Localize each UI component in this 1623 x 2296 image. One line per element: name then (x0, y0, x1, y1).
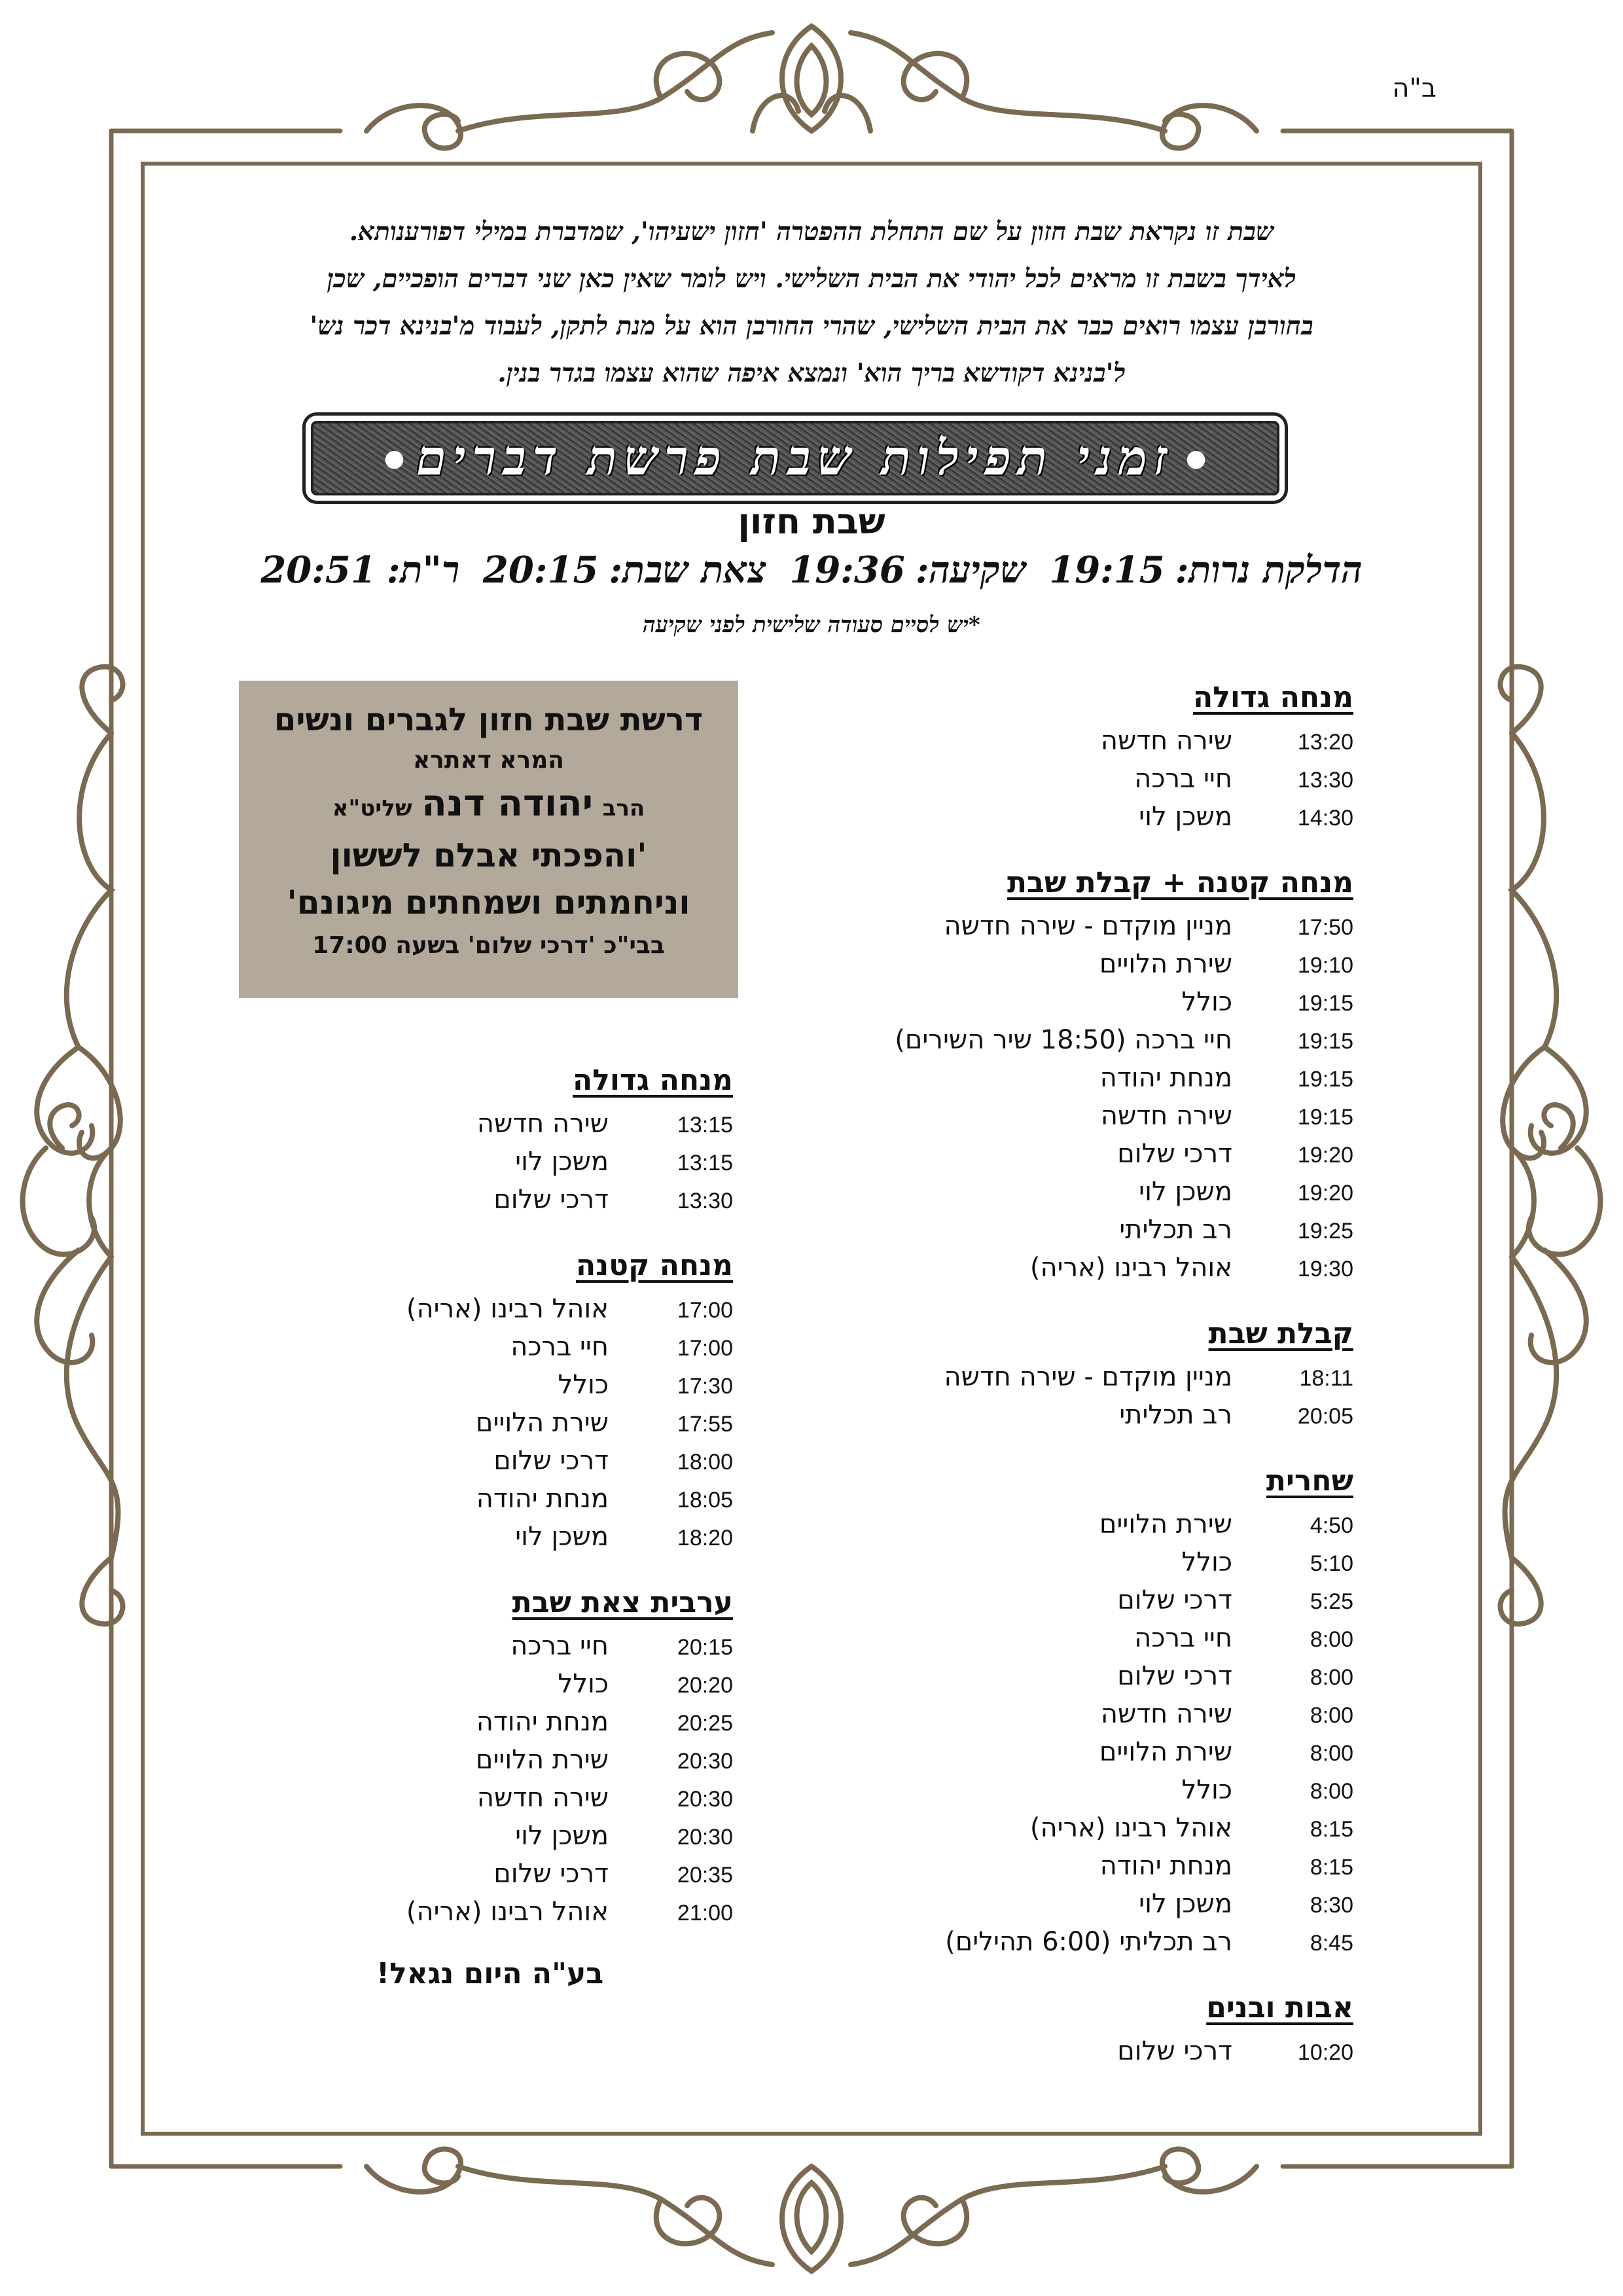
prayer-time: 8:15 (1310, 1855, 1353, 1880)
prayer-time: 17:00 (677, 1336, 733, 1361)
synagogue-name: חיי ברכה (510, 1332, 609, 1362)
prayer-time: 19:15 (1297, 991, 1353, 1016)
synagogue-name: רב תכליתי (1119, 1400, 1232, 1430)
synagogue-name: דרכי שלום (1117, 1585, 1232, 1615)
section-title: מנחה קטנה (575, 1249, 733, 1282)
shabbat-title: שבת חזון (738, 501, 885, 542)
synagogue-name: שירה חדשה (1100, 1101, 1232, 1131)
schedule-row (908, 1362, 1353, 1400)
schedule-row (340, 1859, 733, 1897)
synagogue-name: כולל (1181, 1775, 1232, 1805)
lecture-quote-line1: 'והפכתי אבלם לששון (330, 836, 647, 874)
schedule-row (340, 1484, 733, 1522)
synagogue-name: רב תכליתי (1119, 1215, 1232, 1245)
schedule-row (340, 1332, 733, 1370)
lecture-speaker-suffix: שליט"א (332, 795, 412, 821)
synagogue-name: משכן לוי (1139, 1177, 1232, 1207)
synagogue-name: שירה חדשה (476, 1783, 609, 1813)
schedule-row (340, 1707, 733, 1745)
synagogue-name: חיי ברכה (1134, 1623, 1232, 1653)
synagogue-name: חיי ברכה (18:50 שיר השירים) (895, 1025, 1232, 1055)
lecture-speaker-name: יהודה דנה (421, 782, 594, 825)
schedule-row (908, 1737, 1353, 1775)
prayer-time: 17:50 (1297, 915, 1353, 940)
prayer-time: 19:15 (1297, 1029, 1353, 1054)
sunset-label: שקיעה: (915, 548, 1026, 592)
synagogue-name: שירת הלויים (1099, 949, 1232, 979)
bh-mark: ב"ה (1392, 73, 1436, 103)
prayer-time: 18:00 (677, 1450, 733, 1475)
synagogue-name: דרכי שלום (493, 1859, 609, 1889)
schedule-row (340, 1821, 733, 1859)
prayer-time: 13:30 (1297, 768, 1353, 793)
shabbat-times (0, 548, 1623, 592)
lecture-location: בבי"כ 'דרכי שלום' בשעה 17:00 (312, 932, 665, 959)
synagogue-name: כולל (1181, 1547, 1232, 1577)
synagogue-name: מניין מוקדם - שירה חדשה (944, 911, 1232, 941)
intro-line: ל'בנינא דקודשא בריך הוא' ונמצא איפה שהוא עצמו בגדר בנין. (497, 358, 1126, 388)
schedule-row (908, 726, 1353, 764)
schedule-row (908, 1927, 1353, 1965)
end-label: צאת שבת: (609, 548, 766, 592)
friday-saturday-schedule-column (895, 681, 1353, 2100)
prayer-time: 20:30 (677, 1825, 733, 1850)
prayer-time: 20:05 (1297, 1404, 1353, 1429)
prayer-time: 18:05 (677, 1488, 733, 1513)
prayer-section (340, 1064, 733, 1223)
prayer-time: 19:10 (1297, 953, 1353, 978)
lecture-box (239, 681, 738, 998)
prayer-time: 19:15 (1297, 1067, 1353, 1092)
prayer-section (908, 681, 1353, 840)
candles-time: 19:15 (1049, 548, 1165, 592)
lecture-role: המרא דאתרא (412, 747, 565, 774)
schedule-row (340, 1745, 733, 1783)
prayer-section (340, 1249, 733, 1560)
schedule-row (908, 911, 1353, 949)
title-banner (302, 412, 1288, 504)
synagogue-name: כולל (558, 1370, 609, 1400)
rt-time: 20:51 (260, 548, 376, 592)
prayer-time: 20:30 (677, 1749, 733, 1774)
prayer-time: 19:30 (1297, 1257, 1353, 1282)
schedule-row (340, 1446, 733, 1484)
synagogue-name: אוהל רבינו (אריה) (1029, 1253, 1232, 1283)
prayer-time: 20:35 (677, 1863, 733, 1888)
synagogue-name: אוהל רבינו (אריה) (1029, 1813, 1232, 1843)
schedule-row (908, 1699, 1353, 1737)
schedule-row (908, 1400, 1353, 1438)
synagogue-name: משכן לוי (515, 1522, 609, 1552)
prayer-time: 19:20 (1297, 1181, 1353, 1206)
end-time: 20:15 (482, 548, 599, 592)
intro-line: לאידך בשבת זו מראים לכל יהודי את הבית השלישי. ויש לומר שאין כאן שני דברים הופכיים, שכן (327, 264, 1296, 294)
synagogue-name: חיי ברכה (1134, 764, 1232, 794)
synagogue-name: משכן לוי (515, 1821, 609, 1851)
schedule-row (908, 1139, 1353, 1177)
prayer-section (895, 866, 1353, 1291)
prayer-time: 19:20 (1297, 1143, 1353, 1168)
prayer-time: 19:15 (1297, 1105, 1353, 1130)
synagogue-name: דרכי שלום (1117, 1139, 1232, 1169)
synagogue-name: כולל (558, 1669, 609, 1699)
prayer-time: 17:00 (677, 1298, 733, 1323)
synagogue-name: חיי ברכה (510, 1631, 609, 1661)
prayer-time: 17:55 (677, 1412, 733, 1437)
intro-paragraph (216, 208, 1407, 397)
prayer-time: 8:00 (1310, 1703, 1353, 1728)
schedule-row (908, 987, 1353, 1025)
schedule-row (908, 1547, 1353, 1585)
prayer-time: 8:00 (1310, 1779, 1353, 1804)
prayer-time: 8:00 (1310, 1665, 1353, 1690)
banner-dot-icon: ● (1185, 444, 1207, 472)
schedule-row (895, 1025, 1353, 1063)
synagogue-name: משכן לוי (1139, 802, 1232, 832)
synagogue-name: שירת הלויים (1099, 1737, 1232, 1767)
prayer-time: 18:11 (1299, 1366, 1353, 1391)
schedule-row (340, 1147, 733, 1185)
prayer-time: 19:25 (1297, 1219, 1353, 1244)
prayer-section (908, 1991, 1353, 2074)
synagogue-name: דרכי שלום (1117, 1661, 1232, 1691)
synagogue-name: דרכי שלום (1117, 2036, 1232, 2066)
prayer-section (908, 1317, 1353, 1438)
candles-label: הדלקת נרות: (1175, 548, 1363, 592)
schedule-row (908, 1253, 1353, 1291)
synagogue-name: דרכי שלום (493, 1185, 609, 1215)
prayer-time: 20:15 (677, 1635, 733, 1660)
banner-title: זמני תפילות שבת פרשת דברים (416, 429, 1174, 486)
synagogue-name: שירה חדשה (476, 1109, 609, 1139)
synagogue-name: מנחת יהודה (476, 1484, 609, 1514)
prayer-time: 20:30 (677, 1787, 733, 1812)
synagogue-name: שירת הלויים (1099, 1509, 1232, 1539)
prayer-time: 8:45 (1310, 1931, 1353, 1956)
prayer-time: 5:25 (1310, 1589, 1353, 1614)
prayer-time: 10:20 (1297, 2040, 1353, 2065)
schedule-row (340, 1522, 733, 1560)
prayer-time: 8:00 (1310, 1741, 1353, 1766)
prayer-time: 13:30 (677, 1189, 733, 1213)
schedule-row (340, 1185, 733, 1223)
schedule-row (340, 1370, 733, 1408)
schedule-row (908, 949, 1353, 987)
prayer-time: 8:15 (1310, 1817, 1353, 1842)
section-title: מנחה גדולה (572, 1064, 733, 1097)
prayer-time: 18:20 (677, 1526, 733, 1551)
lecture-speaker-prefix: הרב (602, 795, 645, 821)
prayer-time: 20:20 (677, 1673, 733, 1698)
prayer-time: 20:25 (677, 1711, 733, 1736)
prayer-time: 21:00 (677, 1901, 733, 1926)
rt-label: ר"ת: (386, 548, 460, 592)
banner-dot-icon: ● (383, 444, 405, 472)
closing-blessing: בע"ה היום נגאל! (376, 1957, 604, 1990)
prayer-time: 14:30 (1297, 806, 1353, 831)
prayer-time: 13:15 (677, 1113, 733, 1138)
synagogue-name: דרכי שלום (493, 1446, 609, 1476)
sunset-time: 19:36 (789, 548, 905, 592)
schedule-row (908, 764, 1353, 802)
schedule-row (340, 1897, 733, 1935)
prayer-section (340, 1586, 733, 1935)
section-title: קבלת שבת (1208, 1317, 1353, 1350)
prayer-time: 4:50 (1310, 1513, 1353, 1538)
section-title: מנחה קטנה + קבלת שבת (1007, 866, 1353, 899)
schedule-row (340, 1669, 733, 1707)
schedule-row (908, 1851, 1353, 1889)
synagogue-name: רב תכליתי (6:00 תהילים) (945, 1927, 1232, 1957)
schedule-row (340, 1631, 733, 1669)
synagogue-name: שירה חדשה (1100, 726, 1232, 756)
synagogue-name: כולל (1181, 987, 1232, 1017)
schedule-row (908, 2036, 1353, 2074)
prayer-section (908, 1464, 1353, 1965)
synagogue-name: שירה חדשה (1100, 1699, 1232, 1729)
intro-line: בחורבן עצמו רואים כבר את הבית השלישי, שהרי החורבן הוא על מנת לתקן, לעבוד מ'בנינא דכר נש' (310, 311, 1313, 341)
schedule-row (908, 1509, 1353, 1547)
schedule-row (908, 1661, 1353, 1699)
meal-note: *יש לסיים סעודה שלישית לפני שקיעה (643, 612, 980, 638)
synagogue-name: מנחת יהודה (1099, 1851, 1232, 1881)
lecture-title: דרשת שבת חזון לגברים ונשים (274, 702, 704, 738)
lecture-speaker (239, 780, 738, 832)
schedule-row (908, 1775, 1353, 1813)
synagogue-name: מנחת יהודה (1099, 1063, 1232, 1093)
section-title: אבות ובנים (1206, 1991, 1353, 2024)
prayer-time: 13:20 (1297, 730, 1353, 755)
synagogue-name: מניין מוקדם - שירה חדשה (944, 1362, 1232, 1392)
schedule-row (340, 1294, 733, 1332)
prayer-time: 17:30 (677, 1374, 733, 1399)
synagogue-name: שירת הלויים (475, 1408, 609, 1438)
synagogue-name: משכן לוי (515, 1147, 609, 1177)
schedule-row (340, 1109, 733, 1147)
synagogue-name: אוהל רבינו (אריה) (406, 1897, 609, 1927)
schedule-row (340, 1783, 733, 1821)
schedule-row (908, 1177, 1353, 1215)
schedule-row (908, 1215, 1353, 1253)
synagogue-name: שירת הלויים (475, 1745, 609, 1775)
schedule-row (908, 802, 1353, 840)
section-title: ערבית צאת שבת (512, 1586, 733, 1619)
prayer-time: 8:00 (1310, 1627, 1353, 1652)
prayer-time: 13:15 (677, 1151, 733, 1175)
prayer-time: 5:10 (1310, 1551, 1353, 1576)
lecture-quote-line2: וניחמתים ושמחתים מיגונם' (287, 884, 690, 922)
schedule-row (340, 1408, 733, 1446)
synagogue-name: משכן לוי (1139, 1889, 1232, 1919)
schedule-row (908, 1101, 1353, 1139)
intro-line: שבת זו נקראת שבת חזון על שם התחלת ההפטרה 'חזון ישעיהו', שמדברת במילי דפורענותא. (349, 217, 1274, 247)
synagogue-name: מנחת יהודה (476, 1707, 609, 1737)
schedule-row (908, 1585, 1353, 1623)
schedule-row (908, 1813, 1353, 1851)
section-title: מנחה גדולה (1192, 681, 1353, 714)
schedule-row (908, 1063, 1353, 1101)
saturday-schedule-column (340, 1064, 733, 1961)
schedule-row (908, 1623, 1353, 1661)
section-title: שחרית (1266, 1464, 1353, 1498)
synagogue-name: אוהל רבינו (אריה) (406, 1294, 609, 1324)
prayer-time: 8:30 (1310, 1893, 1353, 1918)
schedule-row (908, 1889, 1353, 1927)
